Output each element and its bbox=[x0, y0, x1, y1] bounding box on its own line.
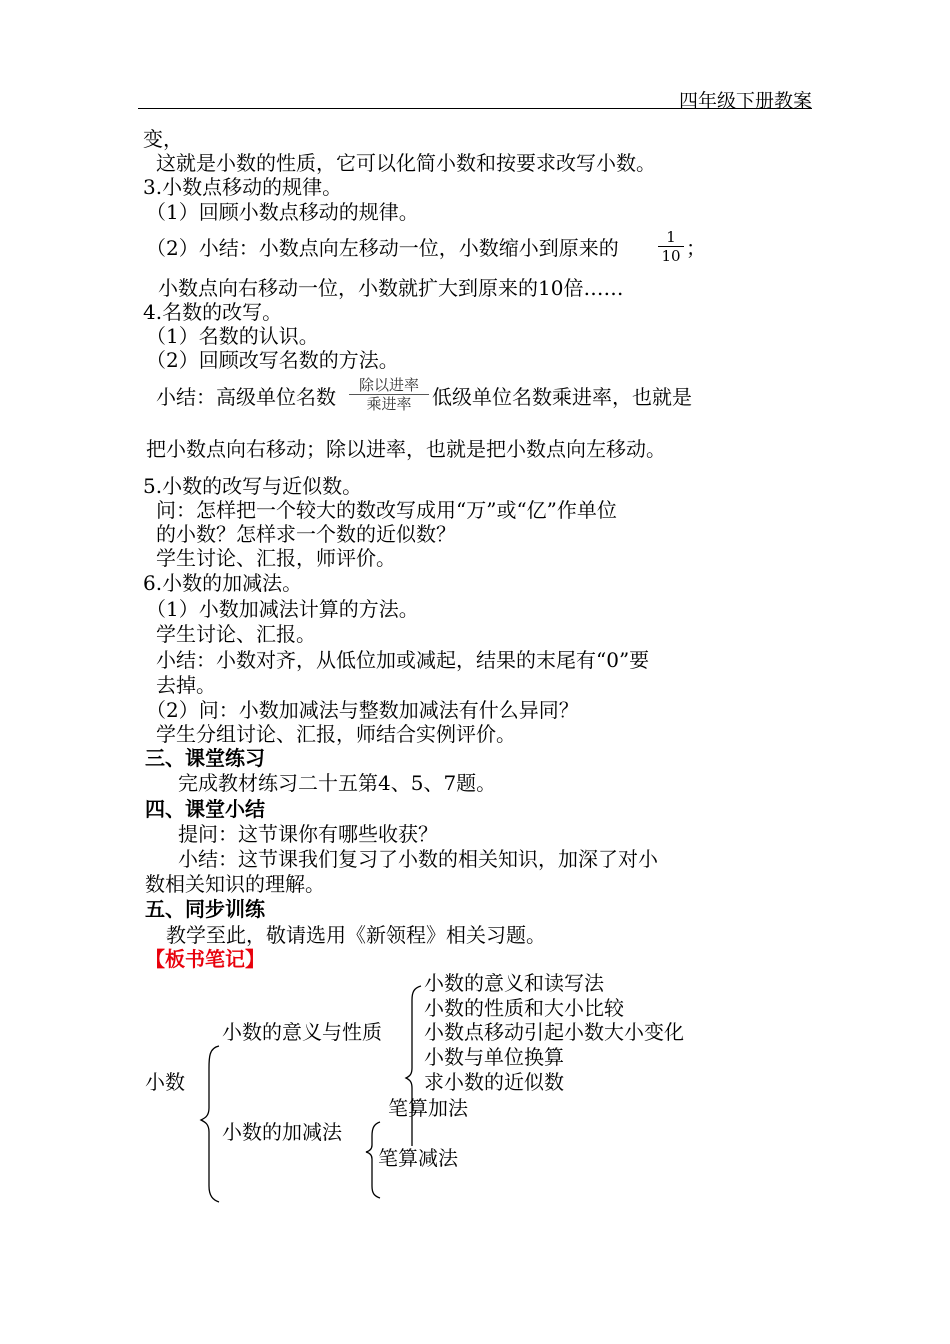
text-line: 3.小数点移动的规律。 bbox=[143, 175, 343, 199]
text-line: 完成教材练习二十五第4、5、7题。 bbox=[178, 771, 497, 795]
addsub-brace bbox=[366, 1122, 380, 1198]
board-leaf: 小数的性质和大小比较 bbox=[424, 996, 624, 1020]
text-line: （1）名数的认识。 bbox=[146, 324, 319, 348]
board-leaf: 笔算减法 bbox=[378, 1146, 458, 1170]
text-line: 把小数点向右移动；除以进率，也就是把小数点向左移动。 bbox=[146, 437, 666, 461]
arrow-label-bottom: 乘进率 bbox=[366, 395, 412, 413]
section-heading-board-notes: 【板书笔记】 bbox=[145, 947, 265, 971]
text-line: （2）回顾改写名数的方法。 bbox=[146, 348, 399, 372]
section-heading-summary: 四、课堂小结 bbox=[145, 797, 265, 821]
text-line: 去掉。 bbox=[156, 673, 216, 697]
text-line: 小结：小数对齐，从低位加或减起，结果的末尾有“0”要 bbox=[156, 648, 650, 672]
text-line: 6.小数的加减法。 bbox=[143, 571, 303, 595]
board-leaf: 求小数的近似数 bbox=[424, 1070, 564, 1094]
root-brace bbox=[201, 1046, 219, 1202]
text-line: 教学至此，敬请选用《新领程》相关习题。 bbox=[166, 923, 546, 947]
meaning-brace bbox=[406, 986, 421, 1146]
text-line: 小结：高级单位名数 bbox=[156, 385, 336, 409]
board-leaf: 笔算加法 bbox=[388, 1096, 468, 1120]
text-line: 低级单位名数乘进率，也就是 bbox=[432, 385, 692, 409]
section-heading-practice: 三、课堂练习 bbox=[145, 746, 265, 770]
text-line: 小结：这节课我们复习了小数的相关知识，加深了对小 bbox=[178, 847, 658, 871]
board-root: 小数 bbox=[145, 1070, 185, 1094]
text-line: 小数点向右移动一位，小数就扩大到原来的10倍…… bbox=[158, 276, 624, 300]
text-line: ； bbox=[686, 236, 706, 260]
board-leaf: 小数与单位换算 bbox=[424, 1045, 564, 1069]
fraction-numerator: 1 bbox=[658, 228, 684, 247]
board-branch-meaning: 小数的意义与性质 bbox=[222, 1020, 382, 1044]
text-line: 提问：这节课你有哪些收获？ bbox=[178, 822, 438, 846]
text-line: 问：怎样把一个较大的数改写成用“万”或“亿”作单位 bbox=[156, 498, 617, 522]
text-line: 的小数？怎样求一个数的近似数？ bbox=[156, 522, 456, 546]
section-heading-training: 五、同步训练 bbox=[145, 897, 265, 921]
board-leaf: 小数点移动引起小数大小变化 bbox=[424, 1020, 684, 1044]
text-line: 学生分组讨论、汇报，师结合实例评价。 bbox=[156, 722, 516, 746]
board-branch-addsub: 小数的加减法 bbox=[222, 1120, 342, 1144]
text-line: 学生讨论、汇报，师评价。 bbox=[156, 546, 396, 570]
text-line: （1）小数加减法计算的方法。 bbox=[146, 597, 419, 621]
text-line: （1）回顾小数点移动的规律。 bbox=[146, 200, 419, 224]
text-line: 5.小数的改写与近似数。 bbox=[143, 474, 363, 498]
page-header-title: 四年级下册教案 bbox=[678, 90, 812, 112]
board-leaf: 小数的意义和读写法 bbox=[424, 971, 604, 995]
text-line: 数相关知识的理解。 bbox=[145, 872, 325, 896]
text-line: （2）小结：小数点向左移动一位，小数缩小到原来的 bbox=[146, 236, 619, 260]
text-line: 4.名数的改写。 bbox=[143, 300, 283, 324]
text-line: （2）问：小数加减法与整数加减法有什么异同？ bbox=[146, 698, 579, 722]
text-line: 变， bbox=[143, 127, 183, 151]
text-line: 这就是小数的性质，它可以化简小数和按要求改写小数。 bbox=[156, 151, 656, 175]
text-line: 学生讨论、汇报。 bbox=[156, 622, 316, 646]
arrow-label-top: 除以进率 bbox=[349, 376, 429, 395]
fraction-denominator: 10 bbox=[661, 247, 681, 265]
